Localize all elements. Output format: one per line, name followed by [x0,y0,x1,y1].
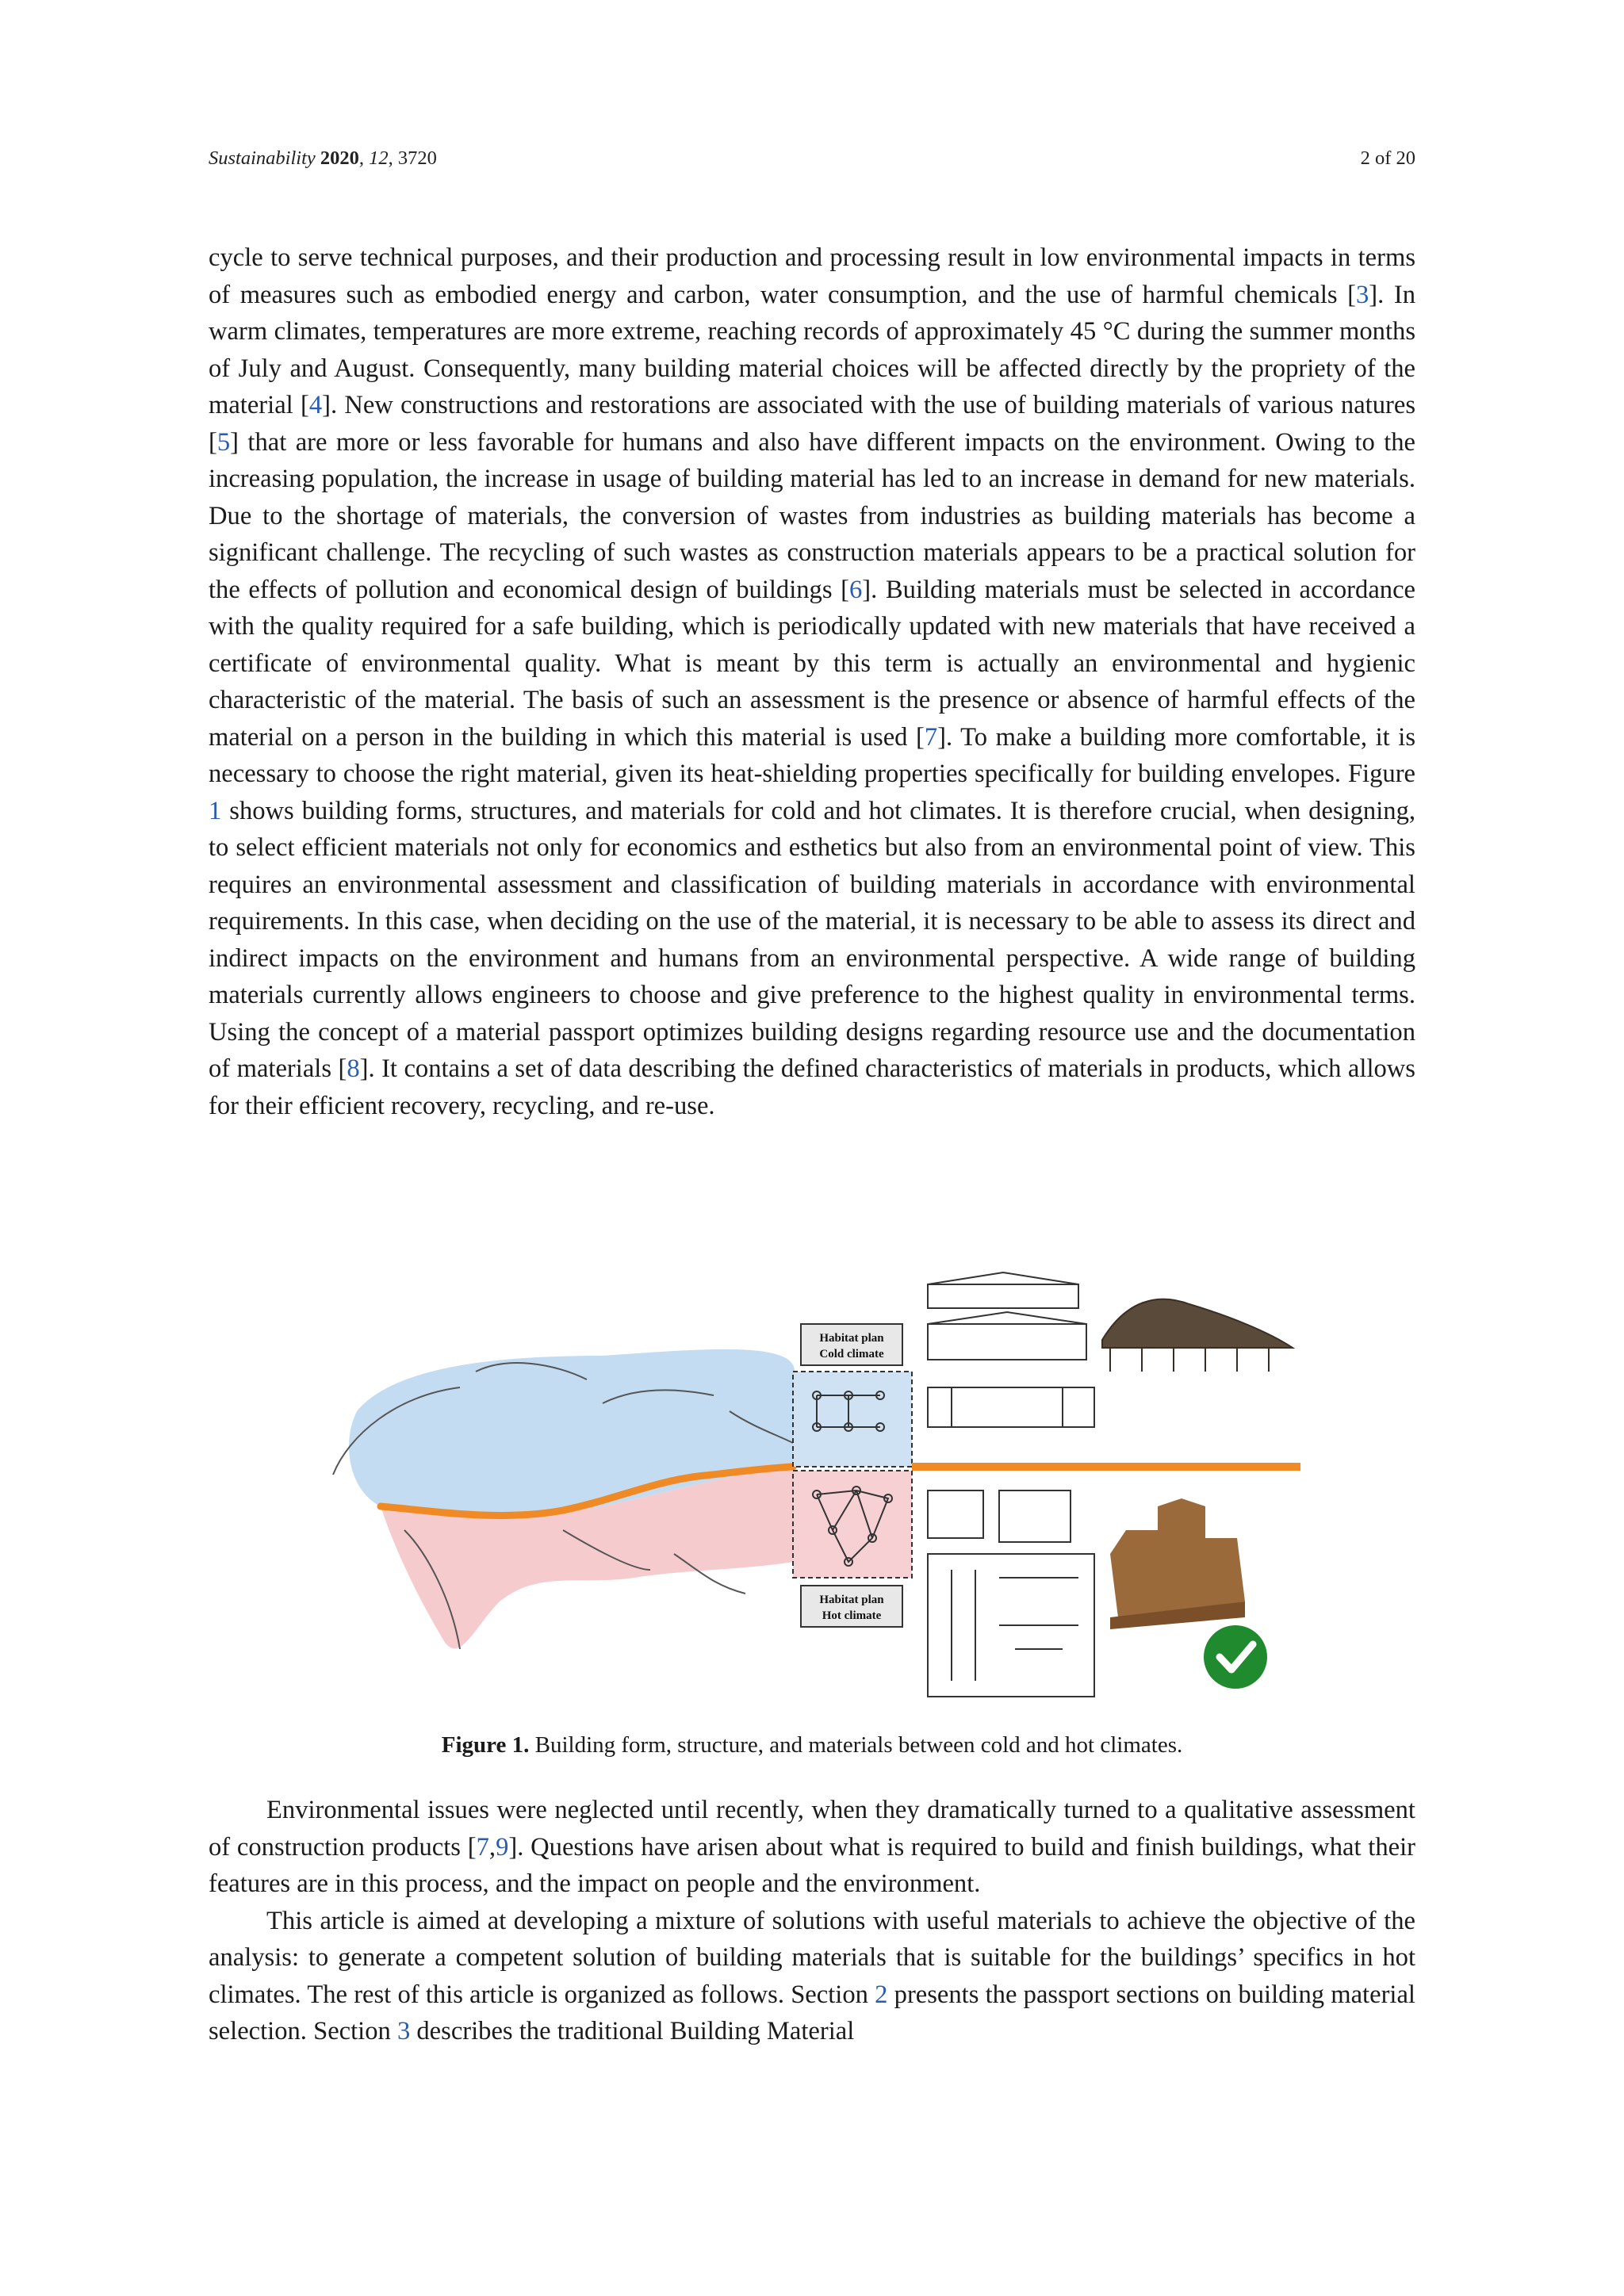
journal-citation: Sustainability 2020, 12, 3720 [209,147,437,169]
citation-link[interactable]: 8 [347,1054,360,1083]
figure-1-illustration [301,1269,1332,1712]
page-number: 2 of 20 [1360,147,1415,169]
journal-volume: 12 [369,147,389,169]
caption-label: Figure 1. [441,1732,530,1758]
world-map [333,1349,795,1649]
cold-climate-buildings [928,1272,1293,1427]
citation-link[interactable]: 4 [308,391,323,419]
svg-text:Habitat plan: Habitat plan [819,1594,884,1606]
figure-link[interactable]: 1 [209,796,222,825]
svg-text:Cold climate: Cold climate [819,1348,884,1360]
citation-link[interactable]: 7 [476,1832,489,1862]
citation-link[interactable]: 9 [496,1832,509,1862]
journal-name: Sustainability [209,147,316,169]
svg-text:Habitat plan: Habitat plan [819,1332,884,1345]
citation-link[interactable]: 5 [216,427,231,457]
figure-caption [209,1732,1415,1758]
hot-habitat-plan [793,1471,912,1627]
citation-link[interactable]: 6 [849,575,863,604]
caption-text: Building form, structure, and materials between cold and hot climates. [529,1732,1183,1758]
article-number: 3720 [397,147,437,169]
svg-text:Hot climate: Hot climate [822,1609,882,1622]
paragraph-3: This article is aimed at developing a mixture of solutions with useful materials to achieve the objective of the analysis: to generate a competent solution of building materials that is suitable for the buildings’ specifics in hot climates. The rest of this article is organized as follows. Section 2 presents the passport sections on building material selection. Section 3 describes the traditional Building Material [209,1906,1415,2045]
cold-habitat-plan [793,1324,912,1467]
figure-1 [301,1269,1332,1712]
section-link[interactable]: 2 [875,1980,888,2009]
paragraph-1: cycle to serve technical purposes, and their production and processing result in low environmental impacts in terms of measures such as embodied energy and carbon, water consumption, and the use of harmful chemicals [3]. In warm climates, temperatures are more extreme, reaching records of approximately 45 °C during the summer months of July and August. Consequently, many building material choices will be affected directly by the propriety of the material [4]. New constructions and restorations are associated with the use of building materials of various natures [5] that are more or less favorable for humans and also have different impacts on the environment. Owing to the increasing population, the increase in usage of building material has led to an increase in demand for new materials. Due to the shortage of materials, the conversion of wastes from industries as building materials has become a significant challenge. The recycling of such wastes as construction materials appears to be a practical solution for the effects of pollution and economical design of buildings [6]. Building materials must be selected in accordance with the quality required for a safe building, which is periodically updated with new materials that have received a certificate of environmental quality. What is meant by this term is actually an environmental and hygienic characteristic of the material. The basis of such an assessment is the presence or absence of harmful effects of the material on a person in the building in which this material is used [7]. To make a building more comfortable, it is necessary to choose the right material, given its heat-shielding properties specifically for building envelopes. Figure 1 shows building forms, structures, and materials for cold and hot climates. It is therefore crucial, when designing, to select efficient materials not only for economics and esthetics but also from an environmental point of view. This requires an environmental assessment and classification of building materials in accordance with environmental requirements. In this case, when deciding on the use of the material, it is necessary to be able to assess its direct and indirect impacts on the environment and humans from an environmental perspective. A wide range of building materials currently allows engineers to choose and give preference to the highest quality in environmental terms. Using the concept of a material passport optimizes building designs regarding resource use and the documentation of materials [8]. It contains a set of data describing the defined characteristics of materials in products, which allows for their efficient recovery, recycling, and re-use. [209,243,1415,1120]
citation-link[interactable]: 3 [1356,280,1369,309]
citation-link[interactable]: 7 [924,722,938,752]
check-badge [1204,1625,1267,1689]
journal-year: 2020 [320,147,359,169]
section-link[interactable]: 3 [396,2017,411,2045]
hot-climate-buildings [928,1490,1267,1697]
paragraph-2: Environmental issues were neglected until recently, when they dramatically turned to a qualitative assessment of construction products [7,9]. Questions have arisen about what is required to build and finish buildings, what their features are in this process, and the impact on people and the environment. This article is aimed at developing a mixture of solutions with useful materials to achieve the objective of the analysis: to generate a competent solution of building materials that is suitable for the buildings’ specifics in hot climates. The rest of this article is organized as follows. Section 2 presents the passport sections on building material selection. Section 3 describes the traditional Building Material [209,1792,1415,2050]
running-header [209,147,1415,170]
